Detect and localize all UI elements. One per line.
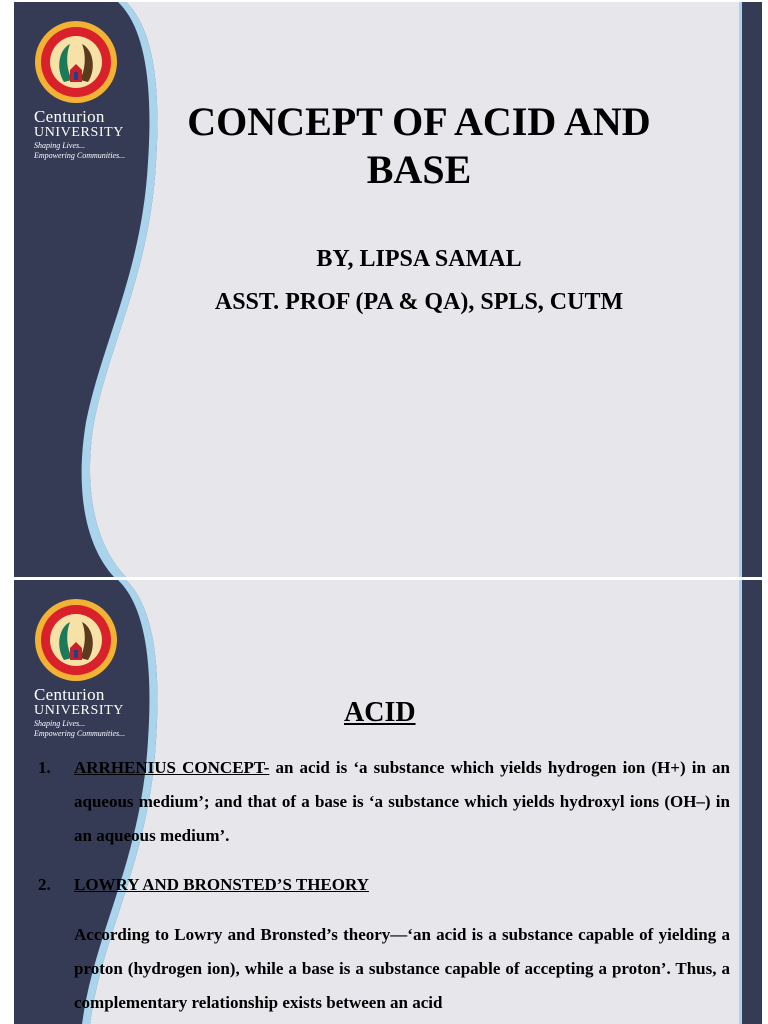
tagline-line1: Shaping Lives... xyxy=(34,141,86,150)
slide-title xyxy=(164,98,674,194)
brand-name-line1: Centurion xyxy=(34,685,105,704)
author-designation: ASST. PROF (PA & QA), SPLS, CUTM xyxy=(214,289,624,315)
title-slide xyxy=(14,2,762,577)
brand-name-line2: UNIVERSITY xyxy=(34,703,124,718)
brand-name-line2: UNIVERSITY xyxy=(34,125,124,140)
theory-paragraph: According to Lowry and Bronsted’s theory—‘an acid is a substance capable of yielding a proton (hydrogen ion), while a base is a substance capable of accepting a proton’. Thus, a complementary relationship exists between an acid xyxy=(74,925,730,1012)
item-body xyxy=(74,751,730,853)
list-item-arrhenius xyxy=(38,751,730,853)
university-brand xyxy=(34,108,125,161)
title-line1: CONCEPT OF ACID AND xyxy=(187,99,651,144)
university-brand xyxy=(34,686,125,739)
list-item-lowry-bronsted xyxy=(38,868,730,902)
university-logo-icon xyxy=(34,598,118,682)
tagline-line2: Empowering Communities... xyxy=(34,151,126,160)
item-body xyxy=(74,868,730,902)
author-name: BY, LIPSA SAMAL xyxy=(316,246,522,272)
item-number: 2. xyxy=(38,875,51,894)
item-title: ARRHENIUS CONCEPT- xyxy=(74,758,270,777)
brand-name-line1: Centurion xyxy=(34,107,105,126)
acid-slide xyxy=(14,580,762,1024)
tagline-line2: Empowering Communities... xyxy=(34,729,126,738)
item-text: an acid is ‘a substance which yields hydrogen ion (H+) in an aqueous medium’; and that of a base is ‘a substance which yields hydroxyl ions (OH–) in an aqueous medium’. xyxy=(74,758,731,845)
tagline-line1: Shaping Lives... xyxy=(34,719,86,728)
item-title: LOWRY AND BRONSTED’S THEORY xyxy=(74,875,369,894)
university-logo-icon xyxy=(34,20,118,104)
section-heading: ACID xyxy=(344,697,416,728)
title-line2: BASE xyxy=(366,147,472,192)
item-number: 1. xyxy=(38,758,51,777)
